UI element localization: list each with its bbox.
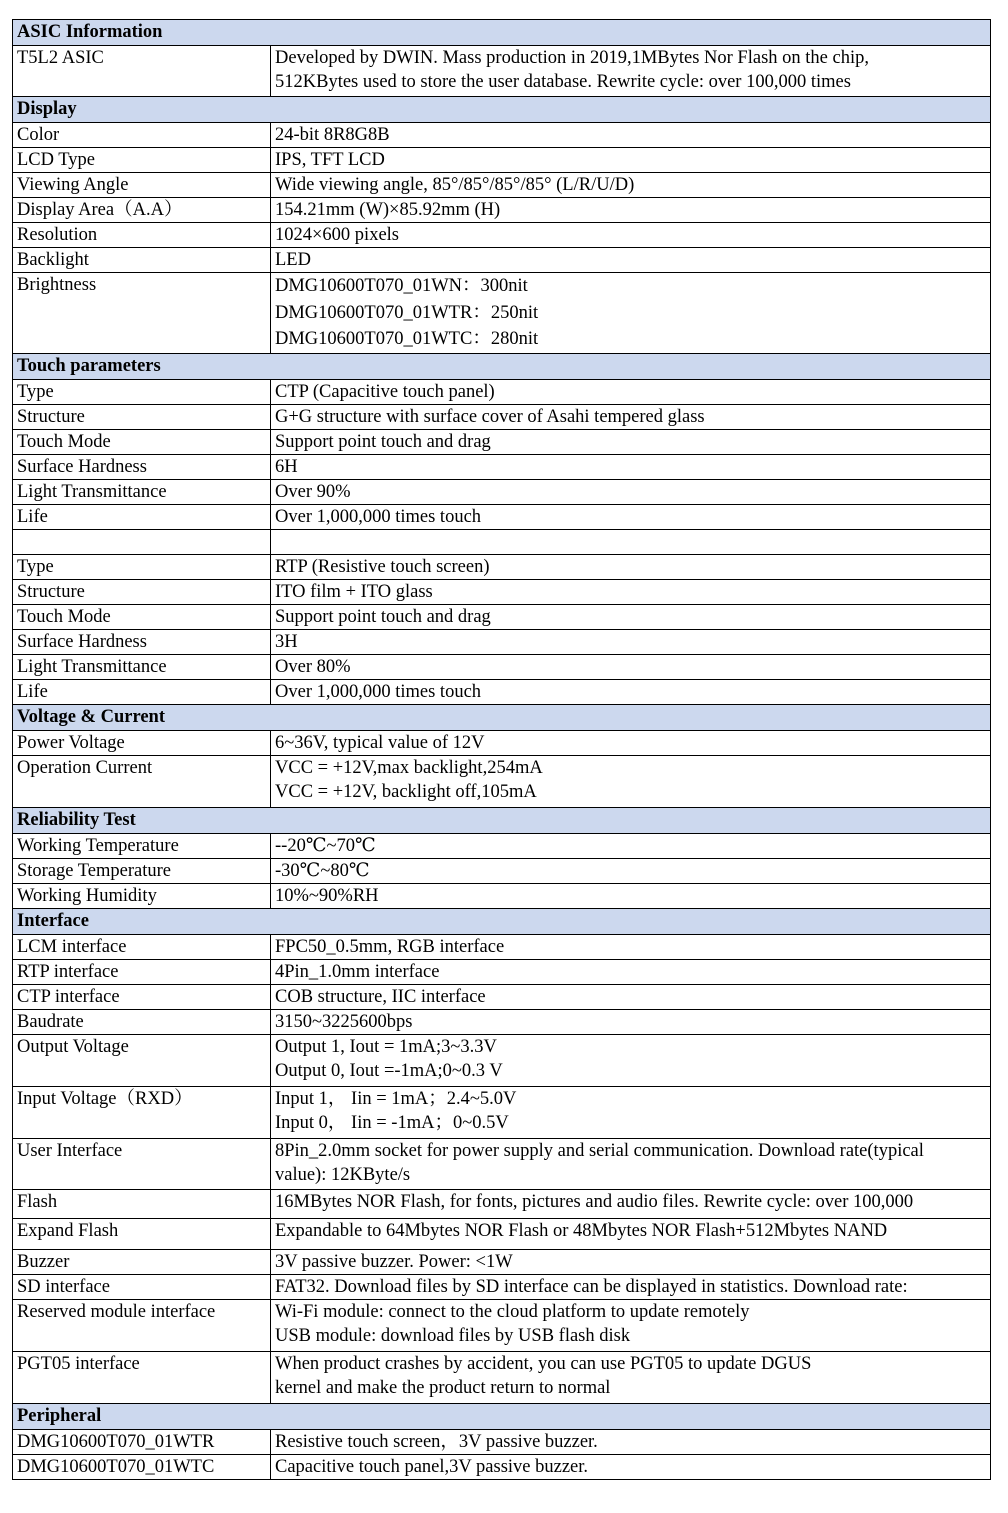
table-row [13,604,991,629]
spec-key: Surface Hardness [13,629,271,654]
spec-key: User Interface [13,1138,271,1189]
spec-value-line: COB structure, IIC interface [275,986,486,1007]
table-row [13,479,991,504]
spec-key: Input Voltage（RXD） [13,1086,271,1138]
spec-value-line: Over 1,000,000 times touch [275,506,482,527]
spec-value-line: Support point touch and drag [275,431,491,452]
table-row [13,554,991,579]
spec-value [271,148,991,173]
spec-key: RTP interface [13,959,271,984]
spec-value-line: VCC = +12V,max backlight,254mA [275,757,543,778]
spec-key: LCD Type [13,148,271,173]
table-row [13,654,991,679]
spec-value-line: FPC50_0.5mm, RGB interface [275,936,505,957]
spec-key: Expand Flash [13,1218,271,1249]
spec-key: T5L2 ASIC [13,46,271,97]
section-header [13,908,991,934]
spec-key: SD interface [13,1274,271,1299]
spec-table-body [13,20,991,1480]
spec-key: Reserved module interface [13,1299,271,1351]
spec-value [271,579,991,604]
spec-value-line: Over 90% [275,481,351,502]
spec-value-line: 6~36V, typical value of 12V [275,732,485,753]
spec-value [271,454,991,479]
spec-table [12,19,991,1480]
spec-key: CTP interface [13,984,271,1009]
spec-value [271,1138,991,1189]
spec-value-line: 3H [275,631,298,652]
spec-value [271,1454,991,1479]
spec-value [271,1034,991,1086]
spec-value-line: Input 1， Iin = 1mA；2.4~5.0V [275,1088,517,1109]
spec-value-line: Resistive touch screen，3V passive buzzer. [275,1431,598,1452]
table-row [13,1299,991,1351]
spec-value-line: Wi-Fi module: connect to the cloud platform to update remotely [275,1301,750,1322]
spec-key: Type [13,554,271,579]
table-row [13,730,991,755]
spec-key: LCM interface [13,934,271,959]
section-header [13,807,991,833]
table-row [13,579,991,604]
section-title: Display [13,97,991,123]
spec-value [271,1218,991,1249]
spec-value-line: -30℃~80℃ [275,860,370,881]
spec-value [271,404,991,429]
spec-value [271,1009,991,1034]
spec-value [271,679,991,704]
section-title: Peripheral [13,1403,991,1429]
table-row [13,1138,991,1189]
spec-value [271,604,991,629]
spec-value [271,529,991,554]
spec-value [271,833,991,858]
section-header [13,353,991,379]
spec-value-line: Input 0， Iin = -1mA；0~0.5V [275,1112,509,1133]
table-row [13,46,991,97]
spec-value [271,629,991,654]
spec-value [271,46,991,97]
table-row [13,883,991,908]
table-row [13,984,991,1009]
table-row [13,1351,991,1403]
spec-value-line: 6H [275,456,298,477]
spec-value-line: 4Pin_1.0mm interface [275,961,440,982]
table-row [13,1218,991,1249]
table-row [13,755,991,807]
spec-value-line: CTP (Capacitive touch panel) [275,381,495,402]
table-row [13,1429,991,1454]
spec-value-line: Output 1, Iout = 1mA;3~3.3V [275,1036,497,1057]
section-title: Reliability Test [13,807,991,833]
table-row [13,429,991,454]
spec-value-line: 3150~3225600bps [275,1011,413,1032]
spec-value [271,858,991,883]
spec-value [271,1429,991,1454]
table-row [13,934,991,959]
spec-key: Light Transmittance [13,654,271,679]
spec-key: Touch Mode [13,429,271,454]
spec-value-line: DMG10600T070_01WTC：280nit [275,329,539,349]
section-title: Interface [13,908,991,934]
spec-key: Structure [13,404,271,429]
section-header [13,20,991,46]
spec-value-line: 16MBytes NOR Flash, for fonts, pictures and audio files. Rewrite cycle: over 100,000 [275,1191,914,1212]
spec-key: Power Voltage [13,730,271,755]
spec-value [271,429,991,454]
spec-value-line: VCC = +12V, backlight off,105mA [275,781,537,802]
spec-key: Life [13,504,271,529]
spec-key: Working Humidity [13,883,271,908]
spec-value-line: 24-bit 8R8G8B [275,125,390,145]
spec-value [271,755,991,807]
spec-value [271,1351,991,1403]
spec-value-line: Expandable to 64Mbytes NOR Flash or 48Mbytes NOR Flash+512Mbytes NAND [275,1220,888,1241]
spec-value [271,1189,991,1218]
spec-value-line: Over 80% [275,656,351,677]
spec-value [271,173,991,198]
table-row [13,529,991,554]
spec-key: DMG10600T070_01WTR [13,1429,271,1454]
spec-value [271,1274,991,1299]
spec-value [271,1086,991,1138]
spec-value [271,248,991,273]
spec-value [271,123,991,148]
spec-key: Brightness [13,273,271,354]
spec-value-line: kernel and make the product return to normal [275,1377,611,1398]
table-row [13,1034,991,1086]
spec-value-line: Output 0, Iout =-1mA;0~0.3 V [275,1060,503,1081]
spec-value-line: 1024×600 pixels [275,225,399,245]
section-header [13,704,991,730]
spec-value [271,934,991,959]
spec-key: DMG10600T070_01WTC [13,1454,271,1479]
spec-key: Viewing Angle [13,173,271,198]
spec-key: PGT05 interface [13,1351,271,1403]
table-row [13,148,991,173]
spec-value [271,554,991,579]
spec-value [271,273,991,354]
spec-key [13,529,271,554]
table-row [13,1189,991,1218]
spec-key: Buzzer [13,1249,271,1274]
spec-value-line: IPS, TFT LCD [275,150,385,170]
table-row [13,1454,991,1479]
table-row [13,959,991,984]
table-row [13,454,991,479]
table-row [13,833,991,858]
spec-value-line: 3V passive buzzer. Power: <1W [275,1251,513,1272]
spec-key: Type [13,379,271,404]
spec-value-line: Capacitive touch panel,3V passive buzzer. [275,1456,589,1477]
spec-value-line: value): 12KByte/s [275,1164,411,1185]
table-row [13,198,991,223]
spec-value [271,959,991,984]
spec-value-line: DMG10600T070_01WTR：250nit [275,302,539,323]
spec-value [271,223,991,248]
spec-key: Surface Hardness [13,454,271,479]
table-row [13,273,991,354]
table-row [13,504,991,529]
section-header [13,1403,991,1429]
spec-value-line: USB module: download files by USB flash disk [275,1325,631,1346]
spec-key: Resolution [13,223,271,248]
spec-value-line: When product crashes by accident, you can use PGT05 to update DGUS [275,1353,812,1374]
table-row [13,1009,991,1034]
spec-value [271,1249,991,1274]
spec-value-line: DMG10600T070_01WN：300nit [275,276,528,296]
spec-value-line: 512KBytes used to store the user database. Rewrite cycle: over 100,000 times [275,72,851,92]
spec-value-line: 154.21mm (W)×85.92mm (H) [275,200,501,220]
spec-value-line: 10%~90%RH [275,885,379,906]
table-row [13,123,991,148]
table-row [13,1086,991,1138]
section-title: Touch parameters [13,353,991,379]
spec-value-line: Developed by DWIN. Mass production in 2019,1MBytes Nor Flash on the chip, [275,48,869,68]
spec-key: Light Transmittance [13,479,271,504]
table-row [13,858,991,883]
spec-key: Structure [13,579,271,604]
section-title: Voltage & Current [13,704,991,730]
section-title: ASIC Information [13,20,991,46]
spec-key: Life [13,679,271,704]
spec-value-line: LED [275,250,311,270]
spec-value [271,984,991,1009]
table-row [13,1249,991,1274]
table-row [13,173,991,198]
spec-value [271,730,991,755]
spec-key: Baudrate [13,1009,271,1034]
spec-value [271,883,991,908]
spec-key: Flash [13,1189,271,1218]
table-row [13,679,991,704]
spec-value [271,479,991,504]
spec-value-line: G+G structure with surface cover of Asahi tempered glass [275,406,705,427]
spec-value [271,504,991,529]
table-row [13,379,991,404]
spec-value-line: FAT32. Download files by SD interface can be displayed in statistics. Download rate: [275,1276,908,1297]
spec-key: Storage Temperature [13,858,271,883]
spec-value-line: Wide viewing angle, 85°/85°/85°/85° (L/R/U/D) [275,175,635,195]
spec-key: Color [13,123,271,148]
table-row [13,629,991,654]
spec-key: Display Area（A.A） [13,198,271,223]
spec-value [271,654,991,679]
spec-value-line: RTP (Resistive touch screen) [275,556,490,577]
table-row [13,248,991,273]
spec-key: Backlight [13,248,271,273]
spec-value [271,379,991,404]
spec-value [271,198,991,223]
table-row [13,223,991,248]
table-row [13,404,991,429]
table-row [13,1274,991,1299]
spec-key: Operation Current [13,755,271,807]
spec-key: Output Voltage [13,1034,271,1086]
spec-key: Working Temperature [13,833,271,858]
section-header [13,97,991,123]
spec-value-line: 8Pin_2.0mm socket for power supply and serial communication. Download rate(typical [275,1140,924,1161]
spec-value-line: --20℃~70℃ [275,835,376,856]
spec-value-line: Over 1,000,000 times touch [275,681,482,702]
spec-value-line: ITO film + ITO glass [275,581,433,602]
spec-value [271,1299,991,1351]
spec-value-line: Support point touch and drag [275,606,491,627]
spec-key: Touch Mode [13,604,271,629]
